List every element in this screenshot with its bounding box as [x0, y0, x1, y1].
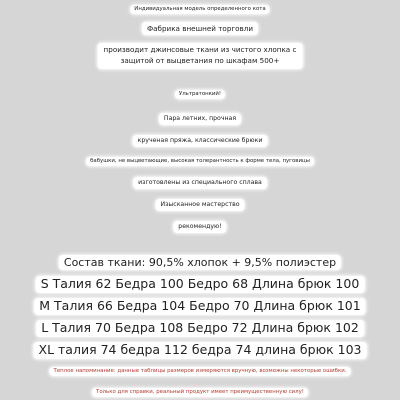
line-ultrathin: Ультратонкий!	[175, 90, 225, 99]
line-recommend: рекомендую!	[173, 221, 226, 233]
line-denim-fabric-2: защитой от выцветания по шкафам 500+	[120, 55, 280, 65]
line-summer-pair: Пара летних, прочная	[159, 113, 241, 125]
size-row-l: L Талия 70 Бедра 108 Бедро 72 Длина брюк 102	[36, 320, 364, 337]
line-denim-fabric	[98, 43, 303, 69]
line-grandma-buttons: бабушки, не выцветающие, высокая толерантность к форме тела, пуговицы	[86, 157, 314, 166]
size-row-xl: XL талия 74 бедра 112 бедра 74 длина брюк 103	[34, 342, 367, 359]
line-twisted-yarn: крученая пряжа, классические брюки	[133, 135, 268, 147]
size-row-s: S Талия 62 Бедра 100 Бедро 68 Длина брюк 100	[36, 276, 365, 293]
line-denim-fabric-1: производит джинсовые ткани из чистого хлопка с	[103, 45, 297, 54]
note-reference-only: Только для справки, реальный продукт имеет преимущественную силу!	[92, 388, 308, 397]
size-row-m: M Талия 66 Бедра 104 Бедро 70 Длина брюк 101	[34, 298, 365, 315]
line-factory: Фабрика внешней торговли	[142, 22, 258, 35]
line-craftsmanship: Изысканное мастерство	[155, 199, 244, 211]
line-individual-model: Индивидуальная модель определенного кота	[130, 5, 269, 14]
note-warm-reminder: Теплое напоминание: данные таблицы размеров измеряются вручную, возможны некоторые ошибки.	[50, 367, 351, 376]
line-special-alloy: изготовлены из специального сплава	[133, 177, 267, 189]
line-fabric-composition: Состав ткани: 90,5% хлопок + 9,5% полиэстер	[59, 255, 341, 270]
